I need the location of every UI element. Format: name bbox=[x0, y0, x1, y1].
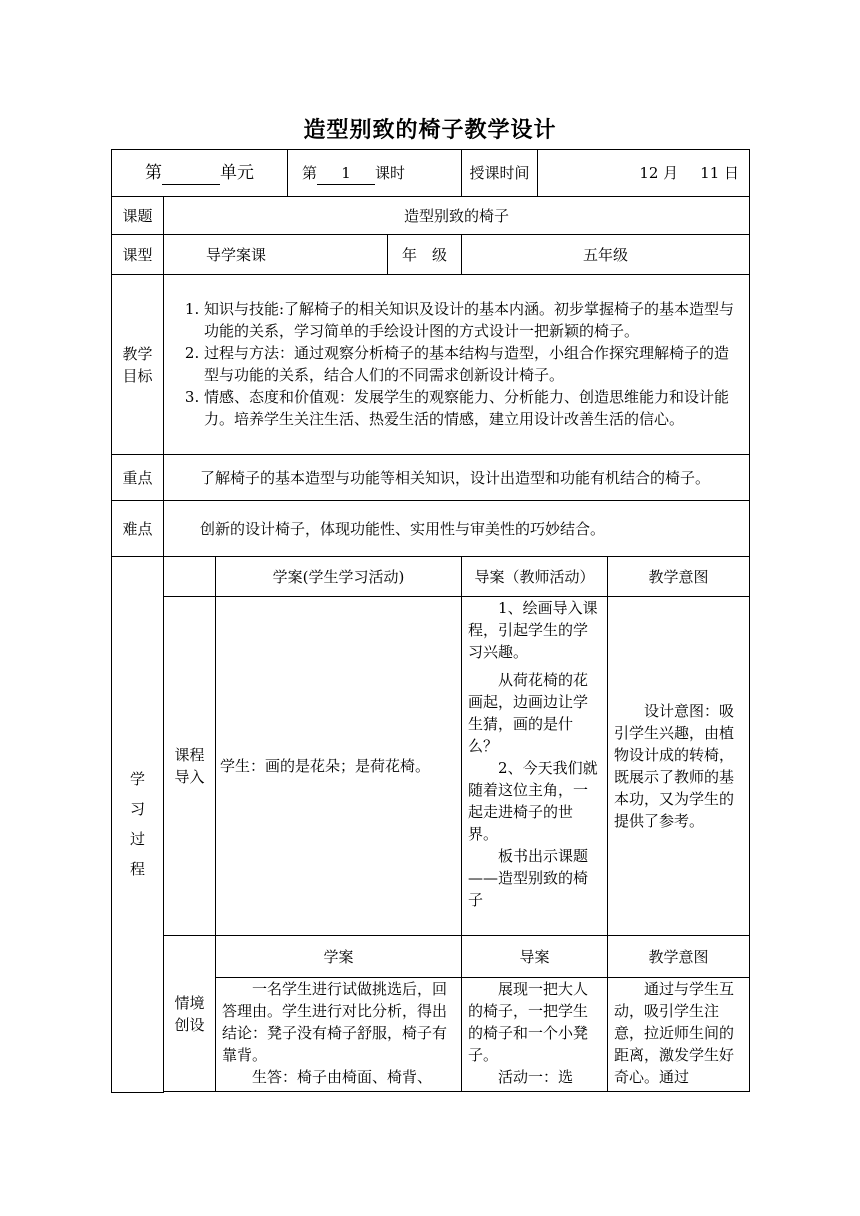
lesson-cell bbox=[288, 150, 462, 197]
lesson-suffix: 课时 bbox=[375, 163, 406, 182]
key-point-row bbox=[112, 455, 750, 501]
topic-value: 造型别致的椅子 bbox=[164, 197, 750, 235]
unit-blank bbox=[162, 162, 220, 185]
page-title: 造型别致的椅子教学设计 bbox=[303, 118, 557, 143]
student-header-2: 学案 bbox=[216, 936, 462, 978]
intro-teacher-para: 1、绘画导入课程，引起学生的学习兴趣。 bbox=[468, 599, 598, 661]
date-cell bbox=[538, 150, 750, 197]
goal-item: 1. 知识与技能:了解椅子的相关知识及设计的基本内涵。初步掌握椅子的基本造型与功能的关系，学习简单的手绘设计图的方式设计一把新颖的椅子。 bbox=[204, 298, 743, 342]
intro-student: 学生：画的是花朵；是荷花椅。 bbox=[216, 597, 462, 936]
topic-label: 课题 bbox=[112, 197, 164, 235]
unit-suffix: 单元 bbox=[220, 162, 255, 183]
intro-teacher-para: 2、今天我们就随着这位主角，一起走进椅子的世界。 bbox=[468, 759, 598, 843]
lesson-number: 1 bbox=[317, 162, 375, 185]
scenario-intent bbox=[608, 978, 750, 1092]
type-value: 导学案课 bbox=[164, 235, 388, 275]
intro-label-cell bbox=[164, 597, 216, 936]
goal-item: 3. 情感、态度和价值观：发展学生的观察能力、分析能力、创造思维能力和设计能力。培养学生关注生活、热爱生活的情感，建立用设计改善生活的信心。 bbox=[204, 386, 743, 430]
process-label-cell bbox=[112, 557, 164, 1093]
intro-row bbox=[112, 597, 750, 936]
key-point-label: 重点 bbox=[112, 455, 164, 501]
unit-cell bbox=[112, 150, 288, 197]
process-header-row bbox=[112, 557, 750, 597]
intro-teacher-para: 从荷花椅的花画起，边画边让学生猜，画的是什么？ bbox=[468, 671, 589, 755]
student-header: 学案(学生学习活动) bbox=[216, 557, 462, 597]
scenario-student-para: 一名学生进行试做挑选后，回答理由。学生进行对比分析，得出结论：凳子没有椅子舒服，椅子有靠背。 bbox=[222, 980, 448, 1064]
scenario-label: 情境创设 bbox=[174, 993, 205, 1034]
lesson-plan-table bbox=[111, 149, 750, 1093]
key-point-text: 了解椅子的基本造型与功能等相关知识，设计出造型和功能有机结合的椅子。 bbox=[200, 468, 711, 487]
scenario-header-row bbox=[112, 936, 750, 978]
intro-intent-text: 设计意图：吸引学生兴趣，由植物设计成的转椅，既展示了教师的基本功，又为学生的提供了参考。 bbox=[614, 702, 735, 830]
unit-prefix: 第 bbox=[145, 162, 163, 183]
scenario-teacher-para: 展现一把大人的椅子，一把学生的椅子和一个小凳子。 bbox=[468, 980, 589, 1064]
spacer-row bbox=[112, 1092, 750, 1093]
scenario-teacher-para: 活动一：选 bbox=[498, 1068, 574, 1086]
scenario-label-cell bbox=[164, 936, 216, 1092]
difficulty-cell bbox=[164, 501, 750, 557]
goals-label-text: 教学目标 bbox=[122, 344, 153, 385]
key-point-cell bbox=[164, 455, 750, 501]
teacher-header: 导案（教师活动） bbox=[462, 557, 608, 597]
date-day: 11 日 bbox=[700, 164, 740, 182]
scenario-teacher bbox=[462, 978, 608, 1092]
difficulty-row bbox=[112, 501, 750, 557]
process-label: 学习过程 bbox=[130, 770, 146, 879]
teacher-header-2: 导案 bbox=[462, 936, 608, 978]
process-header-empty bbox=[164, 557, 216, 597]
scenario-student-para: 生答：椅子由椅面、椅背、 bbox=[252, 1068, 433, 1086]
type-label: 课型 bbox=[112, 235, 164, 275]
time-label: 授课时间 bbox=[462, 150, 538, 197]
goals-label bbox=[112, 275, 164, 455]
goals-cell bbox=[164, 275, 750, 455]
intent-header-2: 教学意图 bbox=[608, 936, 750, 978]
scenario-student bbox=[216, 978, 462, 1092]
topic-row bbox=[112, 197, 750, 235]
goals-list bbox=[164, 296, 749, 434]
intent-header: 教学意图 bbox=[608, 557, 750, 597]
header-row bbox=[112, 150, 750, 197]
date-month: 12 月 bbox=[639, 164, 679, 182]
scenario-intent-text: 通过与学生互动，吸引学生注意，拉近师生间的距离，激发学生好奇心。通过 bbox=[614, 980, 735, 1086]
intro-teacher bbox=[462, 597, 608, 936]
grade-label: 年 级 bbox=[388, 235, 462, 275]
goal-item: 2. 过程与方法：通过观察分析椅子的基本结构与造型，小组合作探究理解椅子的造型与功能的关系，结合人们的不同需求创新设计椅子。 bbox=[204, 342, 743, 386]
type-row bbox=[112, 235, 750, 275]
grade-value: 五年级 bbox=[462, 235, 750, 275]
difficulty-label: 难点 bbox=[112, 501, 164, 557]
intro-intent bbox=[608, 597, 750, 936]
intro-teacher-para: 板书出示课题——造型别致的椅子 bbox=[468, 847, 589, 909]
intro-label: 课程导入 bbox=[174, 746, 205, 786]
lesson-prefix: 第 bbox=[302, 163, 318, 182]
goals-row bbox=[112, 275, 750, 455]
difficulty-text: 创新的设计椅子，体现功能性、实用性与审美性的巧妙结合。 bbox=[200, 519, 606, 538]
